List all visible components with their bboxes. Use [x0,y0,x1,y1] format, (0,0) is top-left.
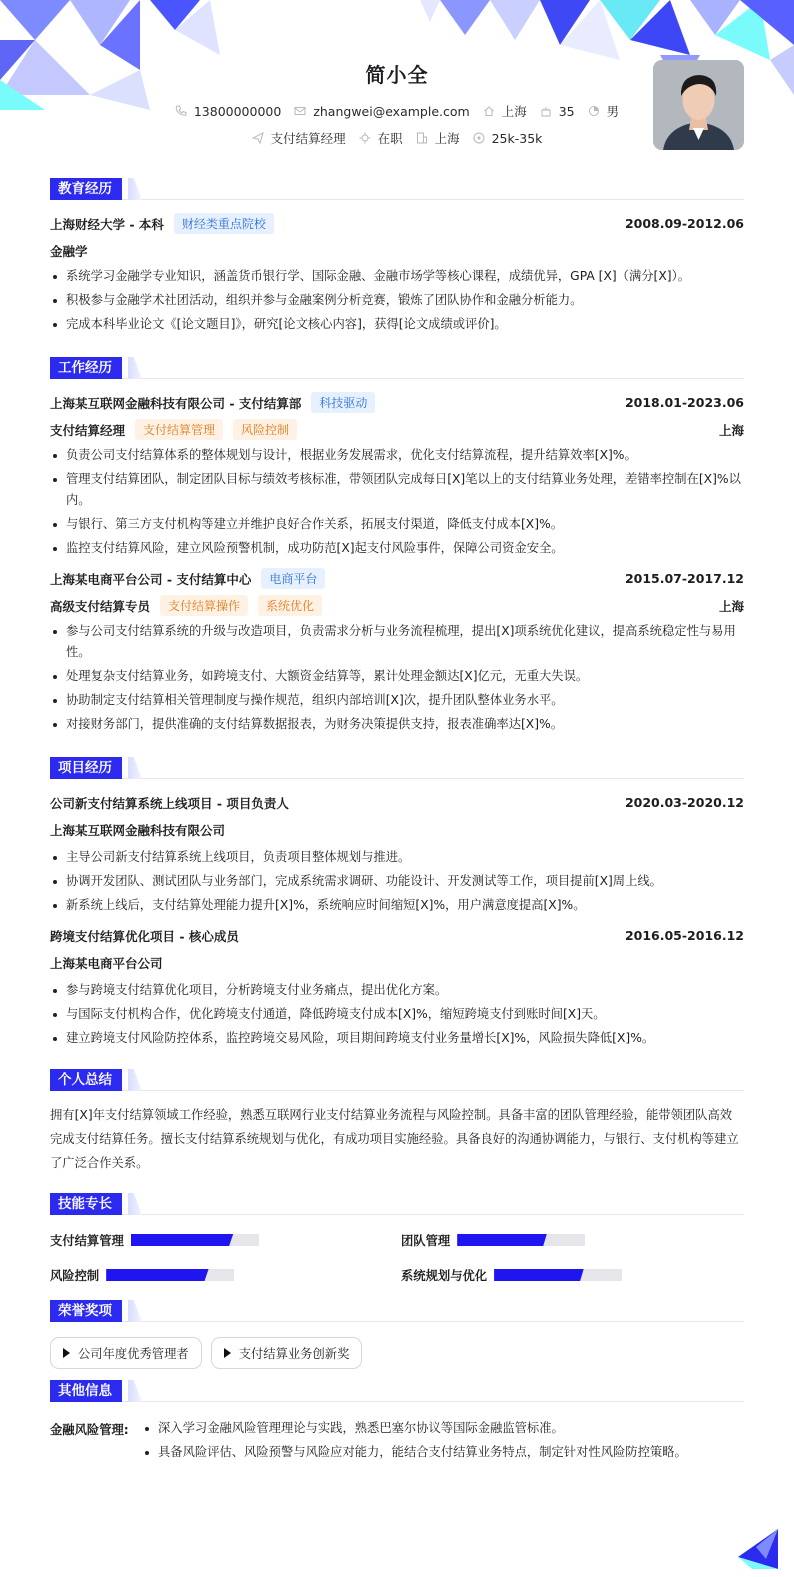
title-decoration [128,357,142,379]
corner-decoration [738,1529,778,1569]
title-decoration [128,757,142,779]
list-item: 处理复杂支付结算业务，如跨境支付、大额资金结算等，累计处理金额达[X]亿元，无重大失误。 [50,666,744,687]
project-company-row [50,816,744,843]
section-title: 技能专长 [50,1193,122,1215]
skill-bar-fill [106,1269,208,1281]
list-item: 协助制定支付结算相关管理制度与操作规范，组织内部培训[X]次，提升团队整体业务水平。 [50,690,744,711]
list-item: 主导公司新支付结算系统上线项目，负责项目整体规划与推进。 [50,847,744,868]
list-item: 管理支付结算团队，制定团队目标与绩效考核标准，带领团队完成每日[X]笔以上的支付结算业务处理，差错率控制在[X]%以内。 [50,469,744,511]
project-period: 2020.03-2020.12 [624,795,744,810]
project-company: 上海某互联网金融科技有限公司 [50,822,226,838]
title-decoration [128,178,142,200]
status-icon [359,132,371,144]
list-item: 对接财务部门，提供准确的支付结算数据报表，为财务决策提供支持，报表准确率达[X]%。 [50,714,744,735]
title-decoration [128,1193,142,1215]
age-info: 35 [540,104,575,119]
section-header [50,1380,744,1402]
target-city-info: 上海 [416,129,460,147]
list-item: 与银行、第三方支付机构等建立并维护良好合作关系，拓展支付渠道，降低支付成本[X]%。 [50,514,744,535]
other-section [50,1380,744,1466]
list-item: 完成本科毕业论文《[论文题目]》，研究[论文核心内容]，获得[论文成绩或评价]。 [50,314,744,335]
section-title: 荣誉奖项 [50,1300,122,1322]
play-icon [224,1348,231,1358]
home-icon [483,105,495,117]
project-entry [50,922,744,1049]
company-tag: 科技驱动 [311,392,375,413]
section-title: 其他信息 [50,1380,122,1402]
project-company: 上海某电商平台公司 [50,955,163,971]
job-city: 上海 [718,598,744,614]
gender-icon [588,105,600,117]
company-tag: 电商平台 [261,568,325,589]
project-company-row [50,949,744,976]
section-title: 工作经历 [50,357,122,379]
major-row [50,237,744,264]
section-header [50,757,744,779]
section-header [50,357,744,379]
skill-bar [494,1269,622,1281]
position-info: 支付结算经理 [252,129,346,147]
city-info: 上海 [483,102,527,120]
school-tag: 财经类重点院校 [174,213,274,234]
list-item: 新系统上线后，支付结算处理能力提升[X]%，系统响应时间缩短[X]%，用户满意度提高[X]%。 [50,895,744,916]
skill-bar [457,1234,585,1246]
candidate-name: 简小全 [365,63,429,87]
list-item: 协调开发团队、测试团队与业务部门，完成系统需求调研、功能设计、开发测试等工作，项目提前[X]周上线。 [50,871,744,892]
section-header [50,1300,744,1322]
gender-info: 男 [588,102,620,120]
list-item: 与国际支付机构合作，优化跨境支付通道，降低跨境支付成本[X]%，缩短跨境支付到账时间[X]天。 [50,1004,744,1025]
skill-bar [106,1269,234,1281]
skill-bar-fill [131,1234,233,1246]
school-name: 上海财经大学 - 本科 [50,216,164,232]
awards-section [50,1300,744,1369]
project-period: 2016.05-2016.12 [624,928,744,943]
education-section [50,178,744,335]
list-item: 参与公司支付结算系统的升级与改造项目，负责需求分析与业务流程梳理，提出[X]项系统优化建议，提高系统稳定性与易用性。 [50,621,744,663]
resume-header [50,0,744,165]
job-header [50,389,744,416]
company-name: 上海某互联网金融科技有限公司 - 支付结算部 [50,395,302,411]
summary-text: 拥有[X]年支付结算领域工作经验，熟悉互联网行业支付结算业务流程与风险控制。具备丰富的团队管理经验，能带领团队高效完成支付结算任务。擅长支付结算系统规划与优化，有成功项目实施经验。具备良好的沟通协调能力，与银行、支付机构等建立了广泛合作关系。 [50,1108,739,1170]
list-item: 参与跨境支付结算优化项目，分析跨境支付业务痛点，提出优化方案。 [50,980,744,1001]
education-period: 2008.09-2012.06 [624,216,744,231]
skill-item: 系统规划与优化 [401,1266,744,1284]
project-bullets [50,847,744,916]
job-entry [50,389,744,559]
section-header [50,1193,744,1215]
skill-item: 支付结算管理 [50,1231,401,1249]
awards-list [50,1332,744,1369]
profile-photo [653,60,744,150]
title-decoration [128,1380,142,1402]
skill-tag: 支付结算操作 [160,595,248,616]
age-icon [540,105,552,117]
phone-info: 13800000000 [175,104,281,119]
project-bullets [50,980,744,1049]
play-icon [63,1348,70,1358]
skill-tag: 风险控制 [233,419,297,440]
job-role-row [50,416,744,443]
list-item: 具备风险评估、风险预警与风险应对能力，能结合支付结算业务特点，制定针对性风险防控策略。 [142,1442,744,1463]
job-role-row [50,592,744,619]
work-section [50,357,744,735]
job-entry [50,565,744,735]
job-period: 2018.01-2023.06 [624,395,744,410]
award-chip: 支付结算业务创新奖 [211,1337,363,1369]
status-info: 在职 [359,129,403,147]
education-row [50,210,744,237]
send-icon [252,132,264,144]
skill-bar [131,1234,259,1246]
project-name: 公司新支付结算系统上线项目 - 项目负责人 [50,795,289,811]
company-name: 上海某电商平台公司 - 支付结算中心 [50,571,252,587]
skills-section [50,1193,744,1284]
building-icon [416,132,428,144]
job-role: 支付结算经理 [50,422,126,438]
project-header [50,922,744,949]
section-title: 教育经历 [50,178,122,200]
section-title: 项目经历 [50,757,122,779]
other-label: 金融风险管理: [50,1423,129,1437]
skills-grid [50,1225,744,1284]
phone-icon [175,105,187,117]
list-item: 建立跨境支付风险防控体系，监控跨境交易风险，项目期间跨境支付业务量增长[X]%，风险损失降低[X]%。 [50,1028,744,1049]
job-bullets [50,621,744,735]
summary-section [50,1069,744,1175]
contact-row [50,102,744,120]
email-info: zhangwei@example.com [294,104,469,119]
major: 金融学 [50,243,88,259]
salary-info: 25k-35k [473,131,543,146]
job-intent-row [50,129,744,147]
project-entry [50,789,744,916]
section-title: 个人总结 [50,1069,122,1091]
list-item: 积极参与金融学术社团活动，组织并参与金融案例分析竞赛，锻炼了团队协作和金融分析能力。 [50,290,744,311]
job-bullets [50,445,744,559]
job-city: 上海 [718,422,744,438]
skill-item: 风险控制 [50,1266,401,1284]
award-chip: 公司年度优秀管理者 [50,1337,202,1369]
salary-icon [473,132,485,144]
other-info [50,1412,744,1466]
list-item: 深入学习金融风险管理理论与实践，熟悉巴塞尔协议等国际金融监管标准。 [142,1418,744,1439]
mail-icon [294,105,306,117]
section-header [50,178,744,200]
skill-tag: 系统优化 [258,595,322,616]
job-header [50,565,744,592]
job-role: 高级支付结算专员 [50,598,151,614]
job-period: 2015.07-2017.12 [624,571,744,586]
list-item: 监控支付结算风险，建立风险预警机制，成功防范[X]起支付风险事件，保障公司资金安全。 [50,538,744,559]
projects-section [50,757,744,1049]
section-header [50,1069,744,1091]
project-header [50,789,744,816]
skill-bar-fill [457,1234,547,1246]
project-name: 跨境支付结算优化项目 - 核心成员 [50,928,239,944]
education-bullets [50,266,744,335]
title-decoration [128,1300,142,1322]
title-decoration [128,1069,142,1091]
skill-tag: 支付结算管理 [135,419,223,440]
skill-bar-fill [494,1269,584,1281]
list-item: 负责公司支付结算体系的整体规划与设计，根据业务发展需求，优化支付结算流程，提升结算效率[X]%。 [50,445,744,466]
skill-item: 团队管理 [401,1231,744,1249]
other-bullets [142,1416,744,1466]
list-item: 系统学习金融学专业知识，涵盖货币银行学、国际金融、金融市场学等核心课程，成绩优异，GPA [X]（满分[X]）。 [50,266,744,287]
